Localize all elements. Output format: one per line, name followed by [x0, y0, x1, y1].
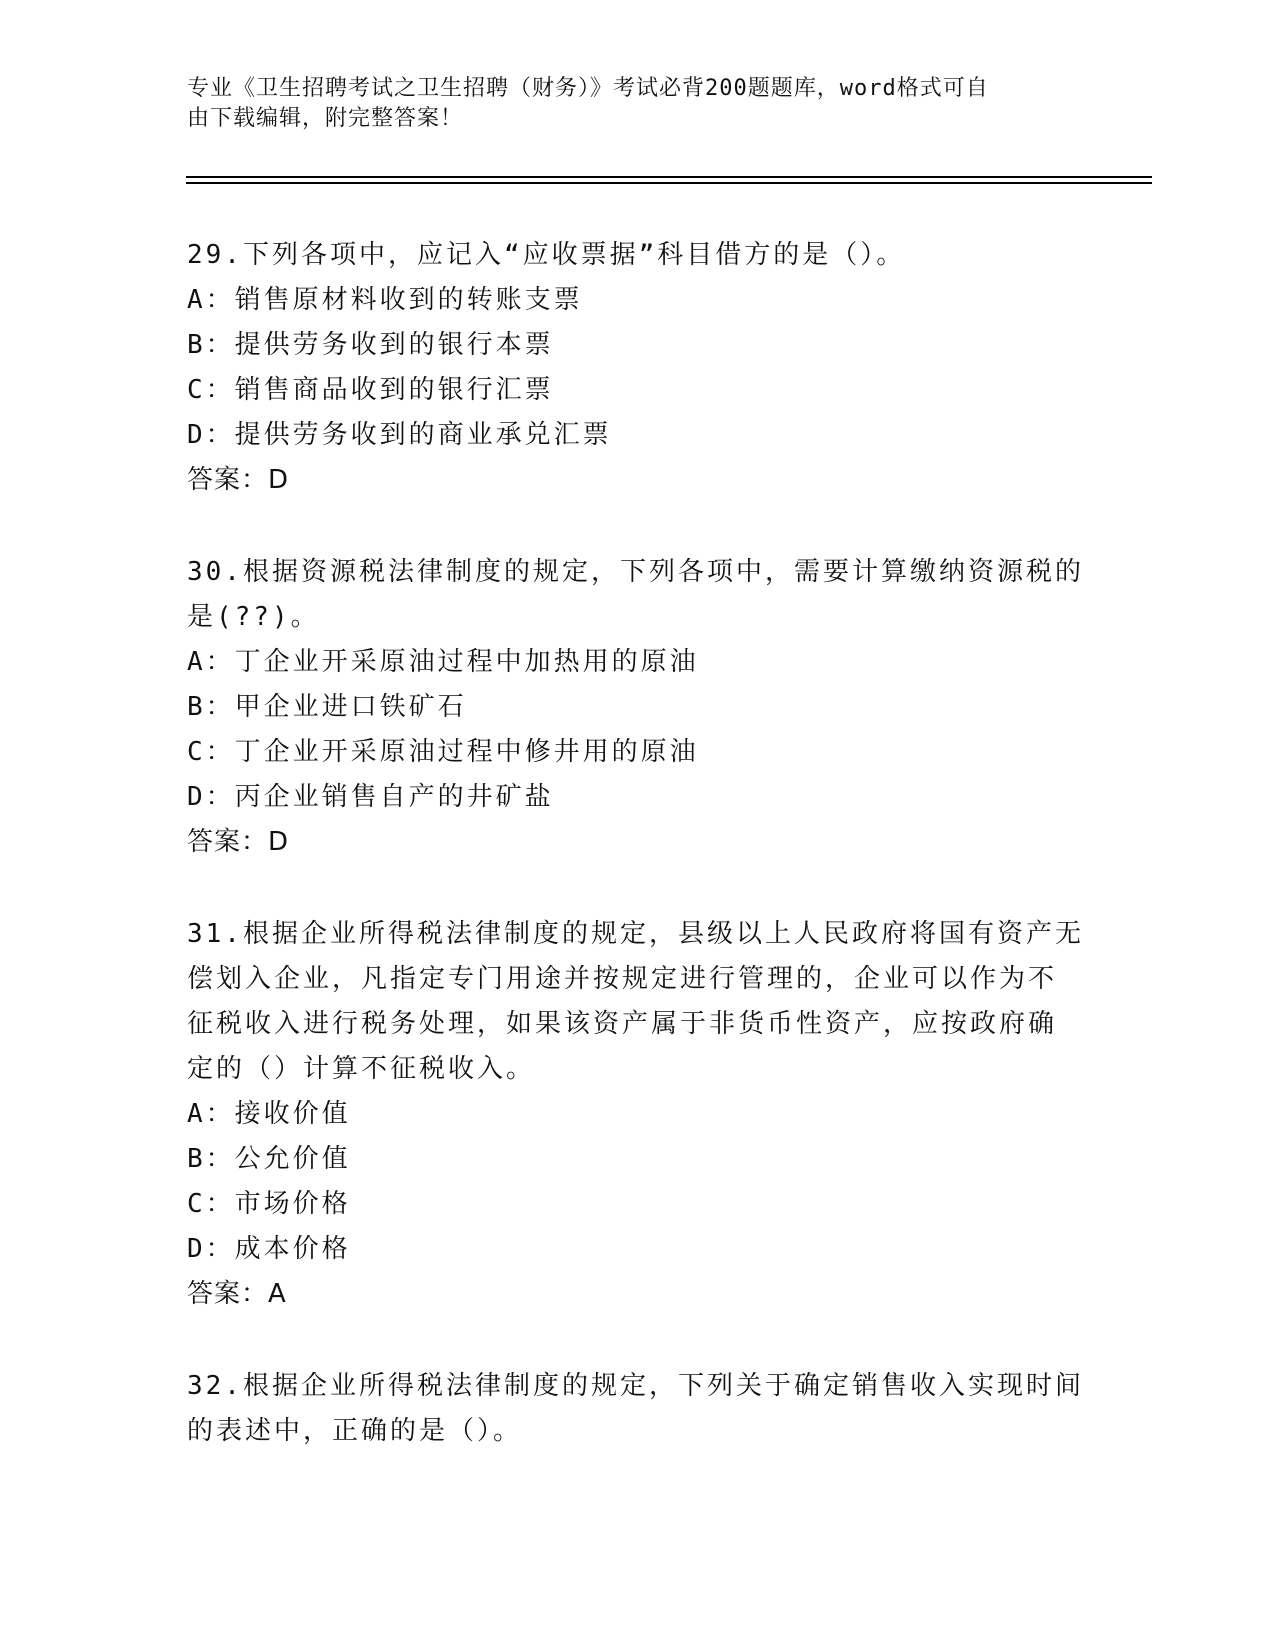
question-31	[187, 912, 1087, 1317]
answer: 答案：D	[187, 827, 290, 857]
option-c: C：市场价格	[187, 1189, 351, 1219]
header-line: 专业《卫生招聘考试之卫生招聘（财务）》考试必背200题题库，word格式可自	[187, 76, 989, 101]
question-stem: 偿划入企业，凡指定专门用途并按规定进行管理的，企业可以作为不	[187, 964, 1058, 994]
question-list	[187, 233, 1087, 1501]
option-b: B：公允价值	[187, 1144, 351, 1174]
option-a: A：接收价值	[187, 1099, 351, 1129]
option-a: A：丁企业开采原油过程中加热用的原油	[187, 647, 699, 677]
question-stem: 32.根据企业所得税法律制度的规定，下列关于确定销售收入实现时间	[187, 1371, 1084, 1401]
option-d: D：成本价格	[187, 1234, 351, 1264]
question-30	[187, 550, 1087, 865]
header-divider-bottom	[186, 182, 1152, 184]
option-b: B：提供劳务收到的银行本票	[187, 330, 554, 360]
question-29	[187, 233, 1087, 503]
header-divider-top	[186, 176, 1152, 178]
option-c: C：丁企业开采原油过程中修井用的原油	[187, 737, 699, 767]
option-d: D：提供劳务收到的商业承兑汇票	[187, 420, 612, 450]
answer: 答案：D	[187, 465, 290, 495]
option-a: A：销售原材料收到的转账支票	[187, 285, 583, 315]
question-32	[187, 1364, 1087, 1454]
question-stem: 30.根据资源税法律制度的规定，下列各项中，需要计算缴纳资源税的	[187, 557, 1084, 587]
question-stem: 征税收入进行税务处理，如果该资产属于非货币性资产，应按政府确	[187, 1009, 1058, 1039]
question-stem: 是(??)。	[187, 602, 320, 632]
option-d: D：丙企业销售自产的井矿盐	[187, 782, 554, 812]
question-stem: 定的（）计算不征税收入。	[187, 1054, 536, 1084]
document-header	[187, 74, 1067, 134]
answer: 答案：A	[187, 1279, 287, 1309]
header-line: 由下载编辑，附完整答案！	[187, 106, 464, 131]
option-b: B：甲企业进口铁矿石	[187, 692, 467, 722]
question-stem: 29.下列各项中，应记入“应收票据”科目借方的是（）。	[187, 240, 906, 270]
question-stem: 的表述中，正确的是（）。	[187, 1416, 523, 1446]
option-c: C：销售商品收到的银行汇票	[187, 375, 554, 405]
question-stem: 31.根据企业所得税法律制度的规定，县级以上人民政府将国有资产无	[187, 919, 1084, 949]
